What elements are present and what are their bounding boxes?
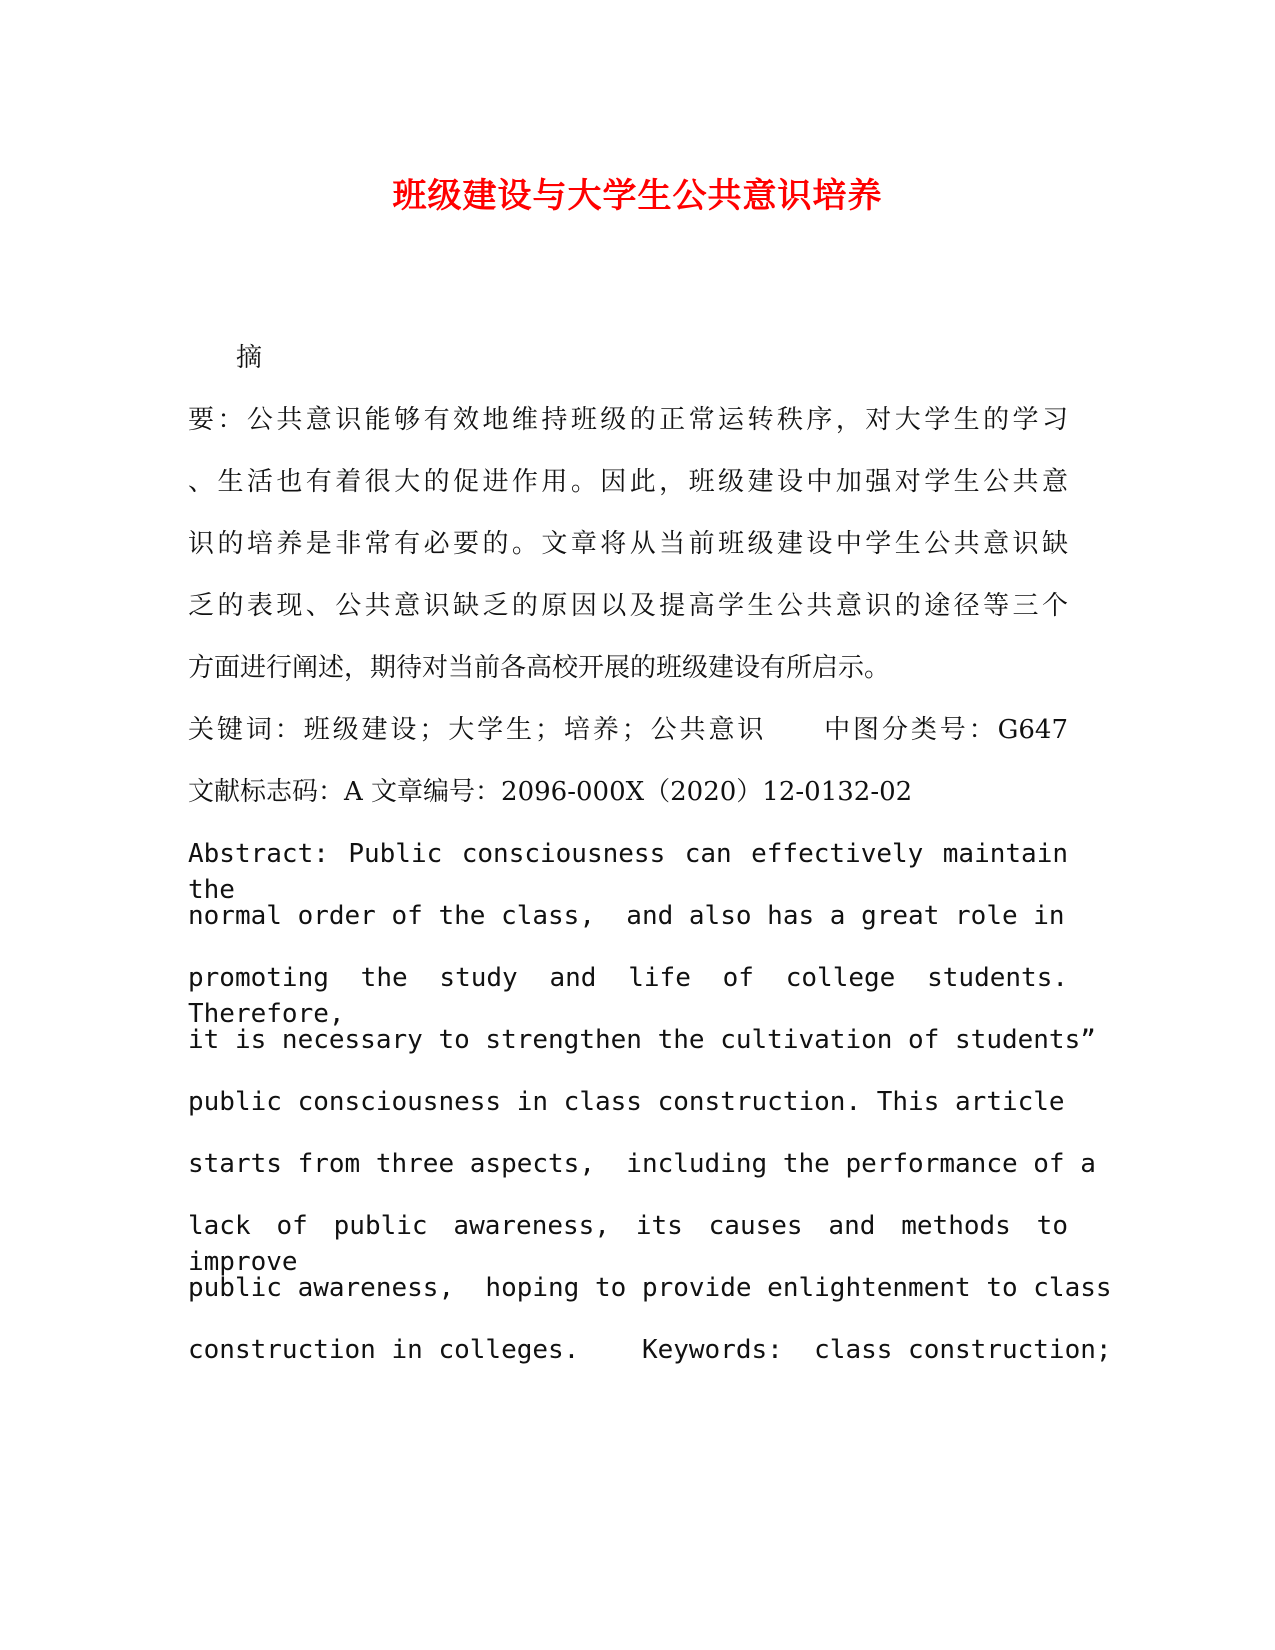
abstract-zh-line: 要：公共意识能够有效地维持班级的正常运转秩序，对大学生的学习 (188, 405, 1068, 435)
document-code-line: 文献标志码：A 文章编号：2096-000X（2020）12-0132-02 (188, 777, 913, 807)
abstract-zh-line: 乏的表现、公共意识缺乏的原因以及提高学生公共意识的途径等三个 (188, 591, 1068, 621)
keywords-line: 关键词：班级建设；大学生；培养；公共意识 中图分类号：G647 (188, 715, 1068, 745)
abstract-en-line: Abstract: Public consciousness can effectively maintain the (188, 839, 1068, 905)
abstract-en-line: starts from three aspects, including the performance of a (188, 1149, 1096, 1179)
abstract-zh-label: 摘 (236, 343, 263, 373)
abstract-en-line: it is necessary to strengthen the cultivation of students” (188, 1025, 1096, 1055)
abstract-en-line: normal order of the class, and also has a great role in (188, 901, 1065, 931)
abstract-en-line: construction in colleges. Keywords: class construction; (188, 1335, 1112, 1365)
abstract-zh-line: 、生活也有着很大的促进作用。因此，班级建设中加强对学生公共意 (188, 467, 1068, 497)
abstract-en-line: promoting the study and life of college students. Therefore, (188, 963, 1068, 1029)
abstract-zh-line: 识的培养是非常有必要的。文章将从当前班级建设中学生公共意识缺 (188, 529, 1068, 559)
document-title: 班级建设与大学生公共意识培养 (392, 176, 883, 216)
abstract-en-line: public awareness, hoping to provide enlightenment to class (188, 1273, 1112, 1303)
abstract-en-line: lack of public awareness, its causes and methods to improve (188, 1211, 1068, 1277)
abstract-zh-line: 方面进行阐述，期待对当前各高校开展的班级建设有所启示。 (188, 653, 891, 683)
abstract-en-line: public consciousness in class construction. This article (188, 1087, 1065, 1117)
